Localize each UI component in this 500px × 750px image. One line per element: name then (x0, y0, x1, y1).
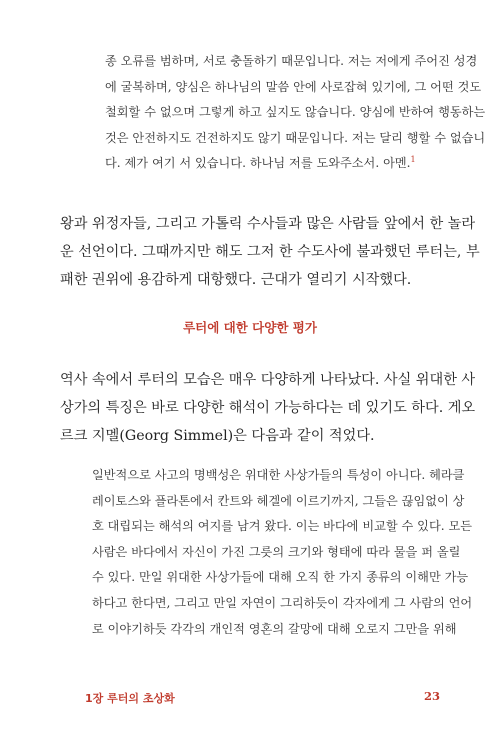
block-quote-top (105, 49, 486, 177)
quote-line: 수 있다. 만일 위대한 사상가들에 대해 오직 한 가지 종류의 이해만 가능 (92, 570, 469, 585)
quote-line: 사람은 바다에서 자신이 가진 그릇의 크기와 형태에 따라 물을 퍼 올릴 (92, 544, 461, 559)
paragraph-line: 왕과 위정자들, 그리고 가톨릭 수사들과 많은 사람들 앞에서 한 놀라 (60, 216, 476, 232)
footnote-marker[interactable]: 1 (410, 154, 416, 164)
body-paragraph-1 (60, 210, 480, 294)
block-quote-simmel (92, 463, 473, 642)
paragraph-line: 패한 권위에 용감하게 대항했다. 근대가 열리기 시작했다. (60, 272, 412, 288)
quote-line: 일반적으로 사고의 명백성은 위대한 사상가들의 특성이 아니다. 헤라클 (92, 468, 465, 482)
quote-line: 호 대립되는 해석의 여지를 남겨 왔다. 이는 바다에 비교할 수 있다. 모든 (92, 519, 473, 534)
running-footer-chapter: 1장 루터의 초상화 (85, 692, 175, 705)
quote-line: 에 굴복하며, 양심은 하나님의 말씀 안에 사로잡혀 있기에, 그 어떤 것도 (105, 79, 482, 94)
paragraph-line: 운 선언이다. 그때까지만 해도 그저 한 수도사에 불과했던 루터는, 부 (60, 244, 480, 260)
paragraph-line: 르크 지멜(Georg Simmel)은 다음과 같이 적었다. (60, 428, 375, 444)
paragraph-line: 상가의 특징은 바로 다양한 해석이 가능하다는 데 있기도 하다. 게오 (60, 400, 476, 416)
quote-line-last (105, 151, 450, 177)
quote-line: 것은 안전하지도 건전하지도 않기 때문입니다. 저는 달리 행할 수 없습니 (105, 130, 486, 145)
quote-line: 철회할 수 없으며 그렇게 하고 싶지도 않습니다. 양심에 반하여 행동하는 (105, 105, 486, 119)
quote-line: 하다고 한다면, 그리고 만일 자연이 그리하듯이 각자에게 그 사람의 언어 (92, 595, 473, 610)
quote-line: 종 오류를 범하며, 서로 충돌하기 때문입니다. 저는 저에게 주어진 성경 (105, 54, 478, 68)
quote-line: 레이토스와 플라톤에서 칸트와 헤겔에 이르기까지, 그들은 끊임없이 상 (92, 493, 465, 508)
body-paragraph-2 (60, 366, 476, 450)
quote-line: 로 이야기하듯 각각의 개인적 영혼의 갈망에 대해 오로지 그만을 위해 (92, 621, 457, 636)
paragraph-line: 역사 속에서 루터의 모습은 매우 다양하게 나타났다. 사실 위대한 사 (60, 372, 476, 388)
quote-line-text: 다. 제가 여기 서 있습니다. 하나님 저를 도와주소서. 아멘. (105, 156, 411, 170)
page-number: 23 (423, 689, 440, 703)
section-heading: 루터에 대한 다양한 평가 (183, 320, 317, 335)
